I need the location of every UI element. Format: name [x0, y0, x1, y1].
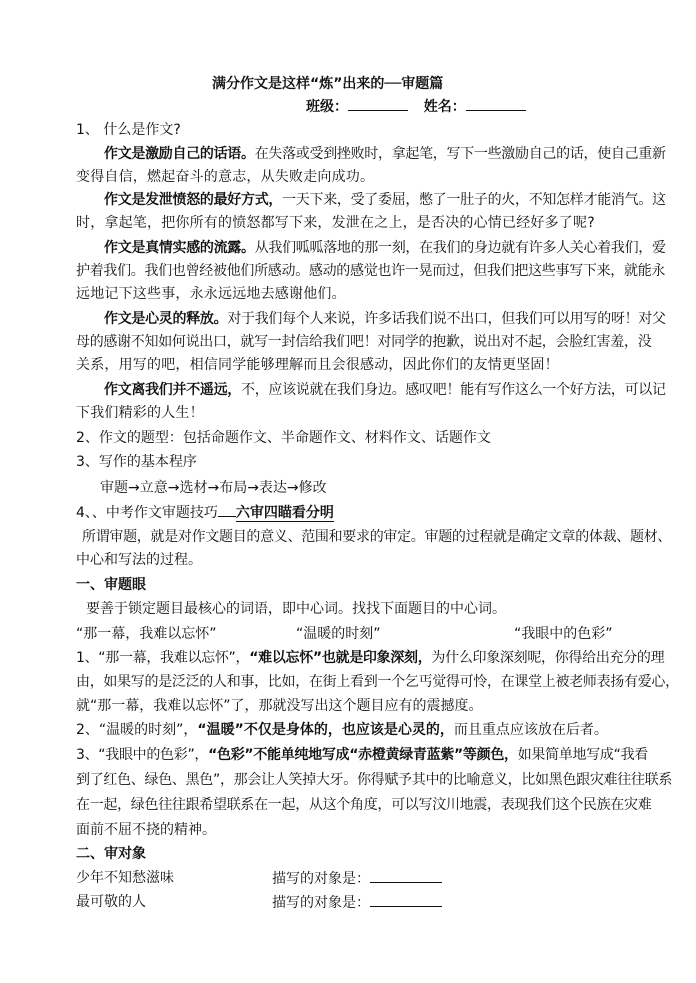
- section-1-desc: 要善于锁定题目最核心的词语，即中心词。找找下面题目的中心词。: [86, 601, 506, 617]
- class-blank[interactable]: [348, 96, 408, 111]
- item-1-line-1: [76, 648, 665, 668]
- paragraph-4-line-3: 关系，用写的吧，相信同学能够理解而且会很感动，因此你们的友情更坚固！: [76, 357, 559, 373]
- document-title: [212, 74, 512, 94]
- item-1-line-3: 就“那一幕，我难以忘怀”了，那就没写出这个题目应有的震撼度。: [76, 698, 483, 714]
- item-3-a: 3、“我眼中的色彩”，: [76, 747, 209, 763]
- class-label: 班级：: [306, 99, 348, 115]
- item-3-line-1: [76, 745, 648, 765]
- object-row-2: [76, 892, 624, 912]
- object-row-1: [76, 868, 624, 888]
- question-4-prefix: 4、、中考作文审题技巧: [76, 505, 218, 521]
- item-2-line: [76, 720, 624, 740]
- paragraph-5-line-2: 下我们精彩的人生！: [76, 405, 204, 421]
- object-row-1-label: 描写的对象是：: [272, 871, 370, 887]
- item-3-line-2: 到了红色、绿色、黑色”，那会让人笑掉大牙。你得赋予其中的比喻意义，比如黑色跟灾难往往联系: [76, 772, 673, 788]
- paragraph-4-line-2: 母的感谢不知如何说出口，就写一封信给我们吧！对同学的抱歉，说出对不起，会脸红害羞，没: [76, 334, 652, 350]
- paragraph-4-lead: 作文是心灵的释放。: [104, 311, 228, 327]
- section-2-heading: 二、审对象: [76, 846, 146, 862]
- paragraph-2-lead: 作文是发泄愤怒的最好方式，: [104, 192, 283, 208]
- item-3-c: 如果简单地写成“我看: [517, 747, 648, 763]
- paragraph-1-line-1: [104, 144, 666, 164]
- object-row-1-topic: 少年不知愁滋味: [76, 870, 174, 886]
- paragraph-3-text: 从我们呱呱落地的那一刻，在我们的身边就有许多人关心着我们，爱: [254, 240, 666, 256]
- section-1-heading: 一、审题眼: [76, 577, 146, 593]
- example-1: “那一幕，我难以忘怀”: [76, 626, 217, 642]
- paragraph-2-line-1: [104, 190, 666, 210]
- paragraph-3-line-2: 护着我们。我们也曾经被他们所感动。感动的感觉也许一晃而过，但我们把这些事写下来，就能永: [76, 263, 666, 279]
- paragraph-5-line-1: [104, 380, 666, 400]
- question-2: 2、作文的题型：包括命题作文、半命题作文、材料作文、话题作文: [76, 430, 491, 446]
- object-row-1-blank[interactable]: [370, 868, 442, 883]
- paragraph-1-line-2: 变得自信，燃起奋斗的意志，从失败走向成功。: [76, 169, 375, 185]
- paragraph-2-line-2: 时，拿起笔，把你所有的愤怒都写下来，发泄在之上，是否决的心情已经好多了呢?: [76, 215, 595, 231]
- question-4: [76, 502, 624, 523]
- object-row-2-topic: 最可敬的人: [76, 894, 146, 910]
- paragraph-1-lead: 作文是激励自己的话语。: [104, 146, 255, 162]
- title-text: 满分作文是这样“炼”出来的──审题篇: [212, 76, 444, 92]
- item-1-a: 1、“那一幕，我难以忘怀”，: [76, 650, 250, 666]
- paragraph-3-line-1: [104, 238, 666, 258]
- item-3-b: “色彩”不能单纯地写成“赤橙黄绿青蓝紫”等颜色，: [208, 747, 518, 763]
- class-name-line: [306, 96, 606, 117]
- question-4-underlined: 六审四瞄看分明: [235, 505, 334, 521]
- paragraph-2-text: 一天下来，受了委屈，憋了一肚子的火，不知怎样才能消气。这: [282, 192, 666, 208]
- intro-line-2: 中心和写法的过程。: [76, 552, 202, 568]
- paragraph-5-lead: 作文离我们并不遥远，: [104, 382, 241, 398]
- name-label: 姓名：: [423, 99, 466, 115]
- item-1-line-2: 由，如果写的是泛泛的人和事，比如，在街上看到一个乞丐觉得可怜，在课堂上被老师表扬有爱心，: [76, 674, 679, 690]
- paragraph-1-text: 在失落或受到挫败时，拿起笔，写下一些激励自己的话，使自己重新: [254, 146, 666, 162]
- writing-steps: 审题→立意→选材→布局→表达→修改: [100, 480, 327, 496]
- item-1-b: “难以忘怀”也就是印象深刻，: [249, 650, 432, 666]
- item-3-line-4: 面前不屈不挠的精神。: [76, 822, 216, 838]
- paragraph-4-text: 对于我们每个人来说，许多话我们说不出口，但我们可以用写的呀！对父: [227, 311, 666, 327]
- item-1-c: 为什么印象深刻呢，你得给出充分的理: [431, 650, 665, 666]
- item-3-line-3: 在一起，绿色往往跟希望联系在一起，从这个角度，可以写汶川地震，表现我们这个民族在灾难: [76, 797, 652, 813]
- object-row-1-label-wrap: [272, 868, 442, 889]
- item-2-a: 2、“温暖的时刻”，: [76, 722, 198, 738]
- question-3: 3、写作的基本程序: [76, 454, 197, 470]
- paragraph-4-line-1: [104, 309, 666, 329]
- item-2-b: “温暖”不仅是身体的，也应该是心灵的，: [197, 722, 454, 738]
- intro-line-1: 所谓审题，就是对作文题目的意义、范围和要求的审定。审题的过程就是确定文章的体裁、题材、: [82, 529, 672, 545]
- question-1: 1、 什么是作文?: [76, 122, 181, 138]
- object-row-2-blank[interactable]: [370, 892, 442, 907]
- paragraph-3-line-3: 远地记下这些事，永永远远地去感谢他们。: [76, 286, 346, 302]
- object-row-2-label-wrap: [272, 892, 442, 913]
- object-row-2-label: 描写的对象是：: [272, 895, 370, 911]
- example-3: “我眼中的色彩”: [514, 626, 613, 642]
- example-2: “温暖的时刻”: [296, 626, 381, 642]
- paragraph-5-text: 不，应该说就在我们身边。感叹吧！能有写作这么一个好方法，可以记: [241, 382, 666, 398]
- item-2-c: 而且重点应该放在后者。: [453, 722, 608, 738]
- paragraph-3-lead: 作文是真情实感的流露。: [104, 240, 255, 256]
- name-blank[interactable]: [466, 96, 526, 111]
